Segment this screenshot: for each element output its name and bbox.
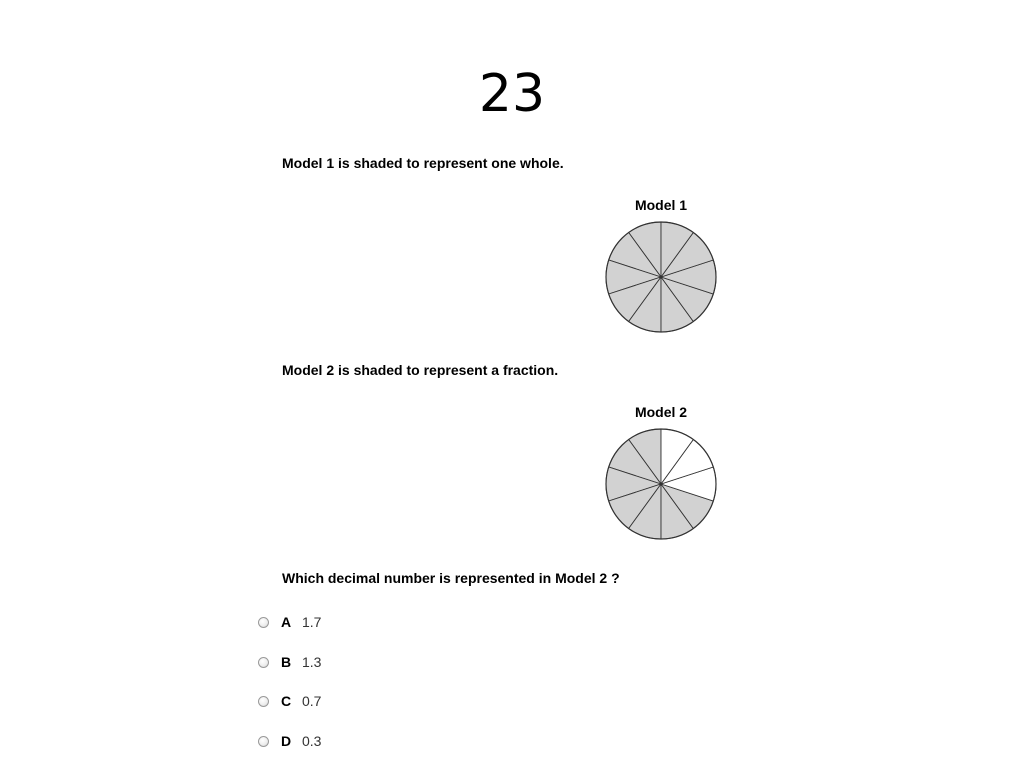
choice-a[interactable] xyxy=(258,612,321,632)
choice-b-letter: B xyxy=(281,654,292,670)
choice-c-value: 0.7 xyxy=(302,693,322,709)
prompt-model-1: Model 1 is shaded to represent one whole. xyxy=(282,155,564,171)
choice-b[interactable] xyxy=(258,652,321,672)
choice-d-letter: D xyxy=(281,733,292,749)
choice-b-value: 1.3 xyxy=(302,654,322,670)
model-2-circle xyxy=(603,426,719,542)
choice-a-letter: A xyxy=(281,614,292,630)
choice-d-value: 0.3 xyxy=(302,733,322,749)
choice-c-letter: C xyxy=(281,693,292,709)
choice-a-value: 1.7 xyxy=(302,614,322,630)
radio-button-d[interactable] xyxy=(258,736,269,747)
model-2-label: Model 2 xyxy=(634,404,688,420)
choice-c[interactable] xyxy=(258,691,321,711)
prompt-model-2: Model 2 is shaded to represent a fraction. xyxy=(282,362,559,378)
choice-d[interactable] xyxy=(258,731,321,751)
radio-button-b[interactable] xyxy=(258,657,269,668)
radio-button-c[interactable] xyxy=(258,696,269,707)
model-1-circle xyxy=(603,219,719,335)
slide-number: 23 xyxy=(478,64,546,124)
question-prompt: Which decimal number is represented in Model 2 ? xyxy=(282,570,620,586)
radio-button-a[interactable] xyxy=(258,617,269,628)
model-1-label: Model 1 xyxy=(634,197,688,213)
